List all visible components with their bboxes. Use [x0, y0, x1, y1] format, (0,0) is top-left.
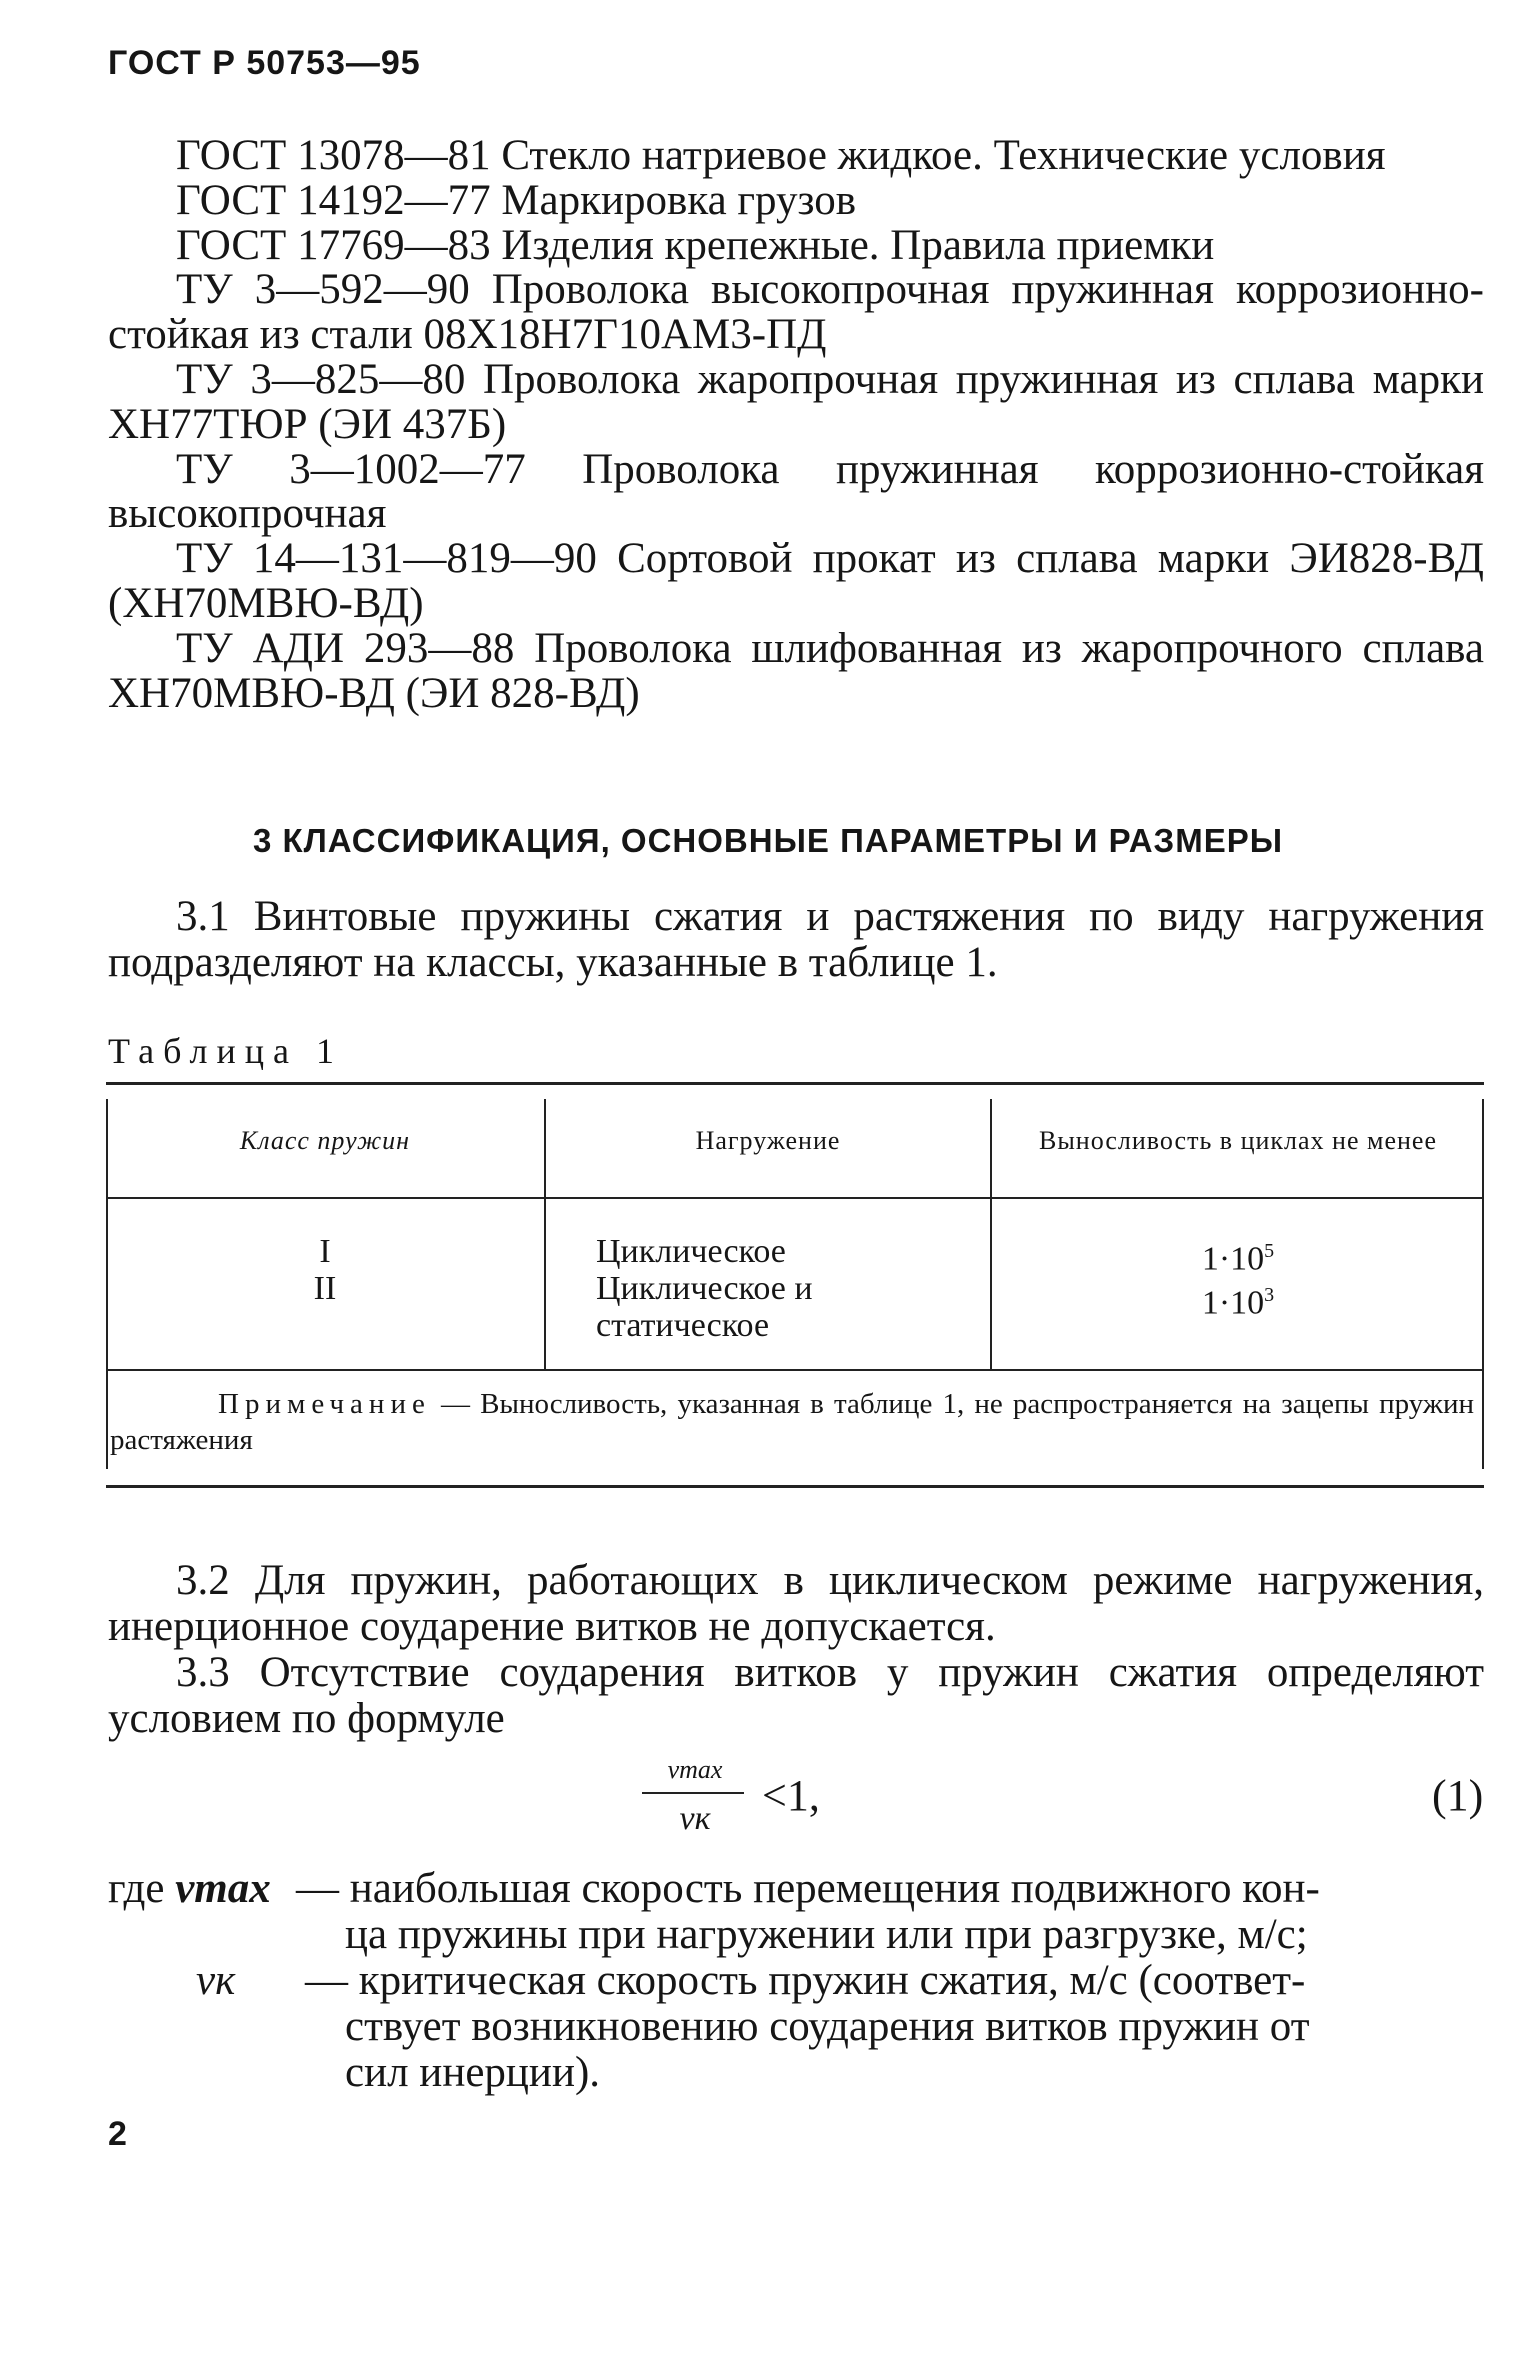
section-heading: 3 КЛАССИФИКАЦИЯ, ОСНОВНЫЕ ПАРАМЕТРЫ И РАЗМЕРЫ: [252, 822, 1284, 859]
reference-item: ТУ 14—131—819—90 Сортовой прокат из сплава марки ЭИ828-ВД (ХН70МВЮ-ВД): [108, 535, 1484, 627]
vmax-definition-line1: — наибольшая скорость перемещения подвижного кон-: [296, 1865, 1320, 1912]
formula-condition: <1,: [762, 1771, 820, 1820]
endurance-column: [992, 1233, 1484, 1322]
fraction-bar: [642, 1792, 744, 1794]
note-label: Примечание: [218, 1388, 431, 1420]
loading-column: [596, 1233, 813, 1344]
table-cell: статическое: [596, 1307, 770, 1344]
paragraph-3-3: 3.3 Отсутствие соударения витков у пружин сжатия определяют условием по формуле: [108, 1649, 1484, 1742]
vmax-definition-line2: ца пружины при нагружении или при разгрузке, м/с;: [345, 1911, 1308, 1958]
note-text: — Выносливость, указанная в таблице 1, не распространяется на зацепы пружин растяжения: [110, 1388, 1474, 1456]
table-cell: I: [319, 1233, 331, 1270]
paragraph-3-2: 3.2 Для пружин, работающих в циклическом режиме нагружения, инерционное соударение витков не допускается.: [108, 1557, 1484, 1650]
header-loading: Нагружение: [695, 1126, 841, 1155]
reference-item: ТУ 3—592—90 Проволока высокопрочная пружинная коррозионно-стойкая из стали 08Х18Н7Г10АМ3-ПД: [108, 266, 1484, 359]
table-cell: Циклическое и: [596, 1270, 813, 1307]
reference-item: ГОСТ 17769—83 Изделия крепежные. Правила приемки: [176, 221, 1215, 269]
table-cell: Циклическое: [596, 1233, 786, 1270]
body-rule: [106, 1369, 1484, 1371]
reference-item: ТУ АДИ 293—88 Проволока шлифованная из жаропрочного сплава ХН70МВЮ-ВД (ЭИ 828-ВД): [108, 624, 1484, 717]
document-header: ГОСТ Р 50753—95: [108, 44, 421, 82]
table-cell: II: [313, 1270, 337, 1307]
reference-item: ТУ 3—825—80 Проволока жаропрочная пружинная из сплава марки ХН77ТЮР (ЭИ 437Б): [108, 355, 1484, 448]
formula-numerator: vmax: [667, 1755, 723, 1784]
normative-references-list: [108, 134, 1484, 716]
vk-definition-line3: сил инерции).: [345, 2049, 601, 2096]
formula-denominator: vк: [679, 1800, 711, 1837]
table-caption: Таблица 1: [108, 1031, 343, 1071]
formula-number: (1): [1432, 1771, 1484, 1820]
table-note: [110, 1386, 1474, 1458]
page-number: 2: [108, 2115, 127, 2153]
symbol-vk: vк: [196, 1957, 236, 2004]
header-endurance: Выносливость в циклах не менее: [1039, 1126, 1437, 1155]
reference-item: ГОСТ 14192—77 Маркировка грузов: [176, 176, 857, 224]
paragraph-3-1: 3.1 Винтовые пружины сжатия и растяжения по виду нагружения подразделяют на классы, указанные в таблице 1.: [108, 893, 1484, 986]
class-column: [106, 1233, 544, 1307]
reference-item: ТУ 3—1002—77 Проволока пружинная коррозионно-стойкая высокопрочная: [108, 445, 1484, 538]
table-cell: $1\cdot 10^3$: [1201, 1284, 1275, 1322]
header-class: Класс пружин: [239, 1126, 411, 1155]
symbol-vmax: vmax: [175, 1865, 271, 1912]
header-rule: [106, 1197, 1484, 1199]
reference-item: ГОСТ 13078—81 Стекло натриевое жидкое. Технические условия: [176, 132, 1386, 179]
where-lead: где vmax: [108, 1865, 271, 1912]
vk-definition-line2: ствует возникновению соударения витков пружин от: [345, 2003, 1310, 2050]
vk-definition-line1: — критическая скорость пружин сжатия, м/с (соответ-: [305, 1957, 1306, 2004]
table-cell: $1\cdot 10^5$: [1201, 1240, 1275, 1278]
